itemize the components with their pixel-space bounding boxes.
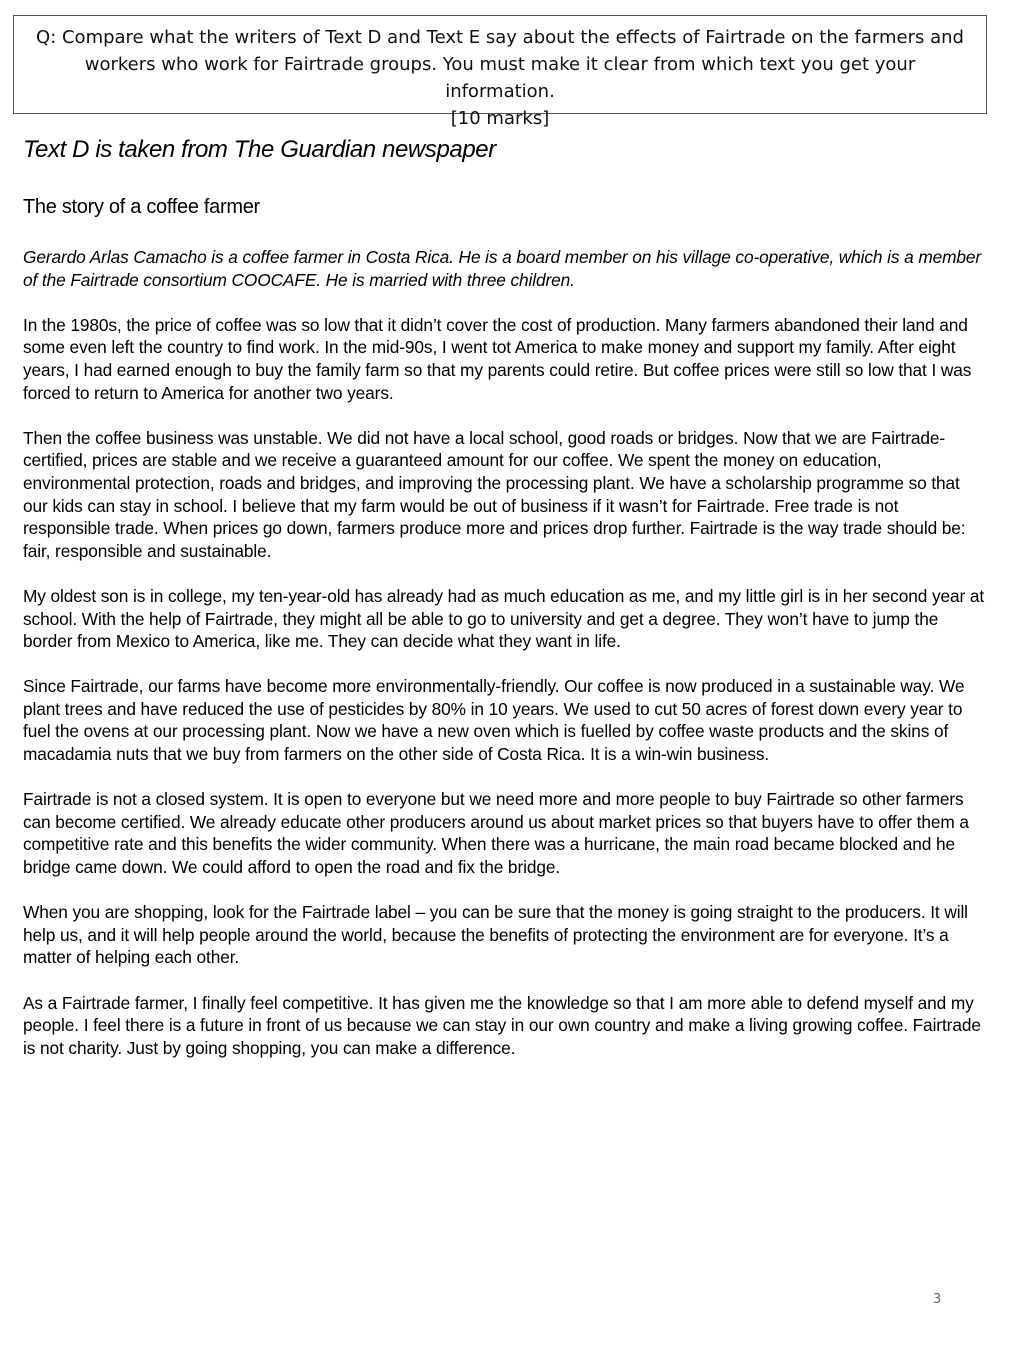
article-paragraph: As a Fairtrade farmer, I finally feel competitive. It has given me the knowledge so that I am more able to defend myself and my people. I feel there is a future in front of us because we can stay in our own country and make a living growing coffee. Fairtrade is not charity. Just by going shopping, you can make a difference.	[23, 992, 981, 1058]
article-paragraph: In the 1980s, the price of coffee was so low that it didn’t cover the cost of production. Many farmers abandoned their land and some even left the country to find work. In the mid-90s, I went tot America to make money and support my family. After eight years, I had earned enough to buy the family farm so that my parents could retire. But coffee prices were still so low that I was forced to return to America for another two years.	[23, 314, 972, 403]
article-body	[23, 246, 988, 1082]
article-paragraph: Then the coffee business was unstable. We did not have a local school, good roads or bridges. Now that we are Fairtrade-certified, prices are stable and we receive a guaranteed amount for our coffee. We spent the money on education, environmental protection, roads and bridges, and improving the processing plant. We have a scholarship programme so that our kids can stay in school. I believe that my farm would be out of business if it wasn’t for Fairtrade. Free trade is not responsible trade. When prices go down, farmers produce more and prices drop further. Fairtrade is the way trade should be: fair, responsible and sustainable.	[23, 427, 966, 561]
source-description: is taken from The Guardian newspaper	[89, 136, 496, 163]
question-box	[13, 15, 987, 129]
article-paragraph: When you are shopping, look for the Fairtrade label – you can be sure that the money is going straight to the producers. It will help us, and it will help people around the world, because the benefits of protecting the environment are for everyone. It’s a matter of helping each other.	[23, 902, 968, 968]
article-title: The story of a coffee farmer	[23, 196, 260, 218]
page-number: 3	[933, 1292, 942, 1307]
article-paragraph: Since Fairtrade, our farms have become more environmentally-friendly. Our coffee is now produced in a sustainable way. We plant trees and have reduced the use of pesticides by 80% in 10 years. We used to cut 50 acres of forest down every year to fuel the ovens at our processing plant. Now we have a new oven which is fuelled by coffee waste products and the skins of macadamia nuts that we buy from farmers on the other side of Costa Rica. It is a win-win business.	[23, 676, 965, 765]
source-heading	[23, 136, 496, 164]
article-paragraph: My oldest son is in college, my ten-year-old has already had as much education as me, and my little girl is in her second year at school. With the help of Fairtrade, they might all be able to go to university and get a degree. They won’t have to jump the border from Mexico to America, like me. They can decide what they want in life.	[23, 585, 985, 652]
article-paragraph: Fairtrade is not a closed system. It is open to everyone but we need more and more people to buy Fairtrade so other farmers can become certified. We already educate other producers around us about market prices so that buyers have to offer them a competitive rate and this benefits the wider community. When there was a hurricane, the main road became blocked and he bridge came down. We could afford to open the road and fix the bridge.	[23, 789, 969, 878]
source-label: Text D	[23, 136, 90, 163]
article-intro: Gerardo Arlas Camacho is a coffee farmer in Costa Rica. He is a board member on his village co-operative, which is a member of the Fairtrade consortium COOCAFE. He is married with three children.	[23, 247, 982, 290]
question-marks: [10 marks]	[450, 108, 550, 129]
question-text: Q: Compare what the writers of Text D and Text E say about the effects of Fairtrade on the farmers and workers who work for Fairtrade groups. You must make it clear from which text you get your information.	[36, 27, 964, 102]
